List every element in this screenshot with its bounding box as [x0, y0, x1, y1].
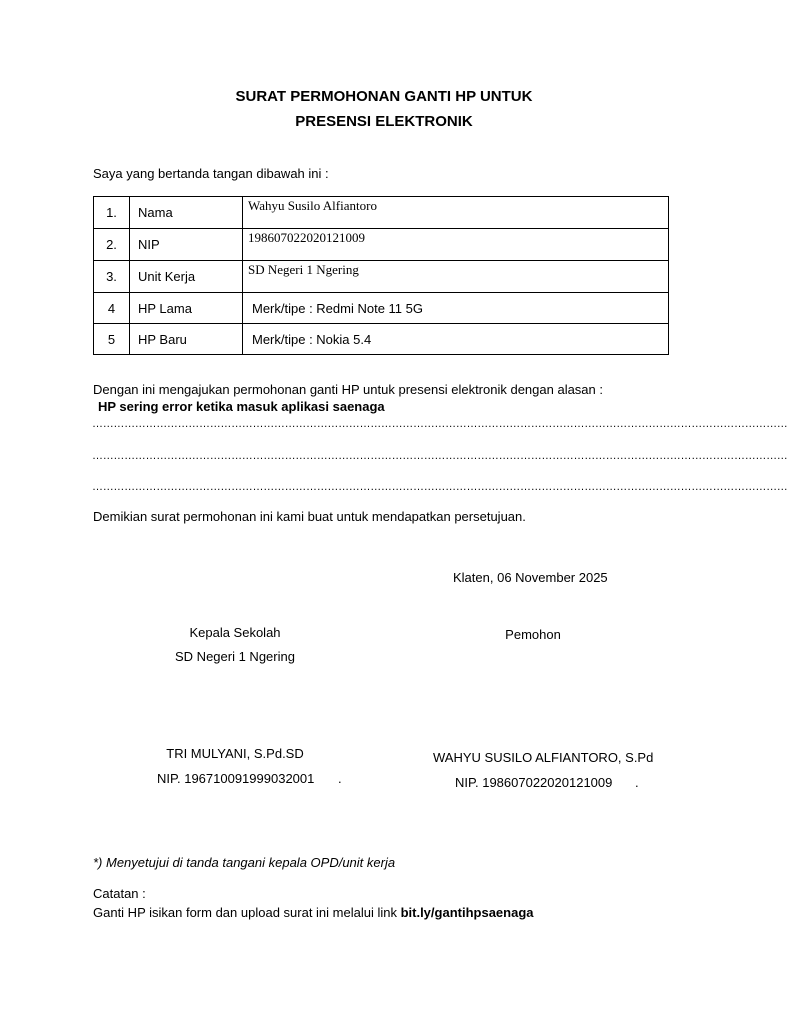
signatory-right-name: WAHYU SUSILO ALFIANTORO, S.Pd — [433, 750, 654, 765]
dotted-line: …………………………………………………………………………………………………………………………………………………………………………… — [92, 418, 788, 430]
approval-footnote: *) Menyetujui di tanda tangani kepala OPD/unit kerja — [93, 855, 396, 870]
row-number: 5 — [94, 324, 130, 355]
row-number: 4 — [94, 293, 130, 324]
table-row — [94, 197, 669, 229]
table-row — [94, 261, 669, 293]
signatory-right-nip-trail: . — [635, 775, 639, 790]
table-row — [94, 293, 669, 324]
row-label: NIP — [130, 229, 243, 261]
signatory-right-nip: NIP. 198607022020121009 — [455, 775, 613, 790]
signatory-left-nip: NIP. 196710091999032001 — [157, 771, 315, 786]
document-title-line2: PRESENSI ELEKTRONIK — [295, 113, 473, 130]
row-label: HP Baru — [130, 324, 243, 355]
closing-text: Demikian surat permohonan ini kami buat untuk mendapatkan persetujuan. — [93, 509, 526, 524]
table-row — [94, 229, 669, 261]
identity-table — [93, 196, 669, 355]
row-label: Unit Kerja — [130, 261, 243, 293]
row-number: 3. — [94, 261, 130, 293]
dotted-line: …………………………………………………………………………………………………………………………………………………………………………… — [92, 481, 788, 493]
row-value: Merk/tipe : Nokia 5.4 — [243, 324, 669, 355]
signatory-left-name: TRI MULYANI, S.Pd.SD — [166, 746, 304, 761]
signatory-left-nip-trail: . — [338, 771, 342, 786]
signatory-left-org: SD Negeri 1 Ngering — [175, 649, 295, 664]
notes-text: Ganti HP isikan form dan upload surat ini melalui link — [93, 905, 401, 920]
notes-line — [93, 905, 534, 920]
row-value: Wahyu Susilo Alfiantoro — [243, 197, 669, 229]
reason-text: HP sering error ketika masuk aplikasi saenaga — [98, 399, 385, 414]
signatory-right-role: Pemohon — [505, 627, 561, 642]
row-value: Merk/tipe : Redmi Note 11 5G — [243, 293, 669, 324]
row-label: Nama — [130, 197, 243, 229]
dotted-line: …………………………………………………………………………………………………………………………………………………………………………… — [92, 450, 788, 462]
row-number: 2. — [94, 229, 130, 261]
table-row — [94, 324, 669, 355]
letter-date: Klaten, 06 November 2025 — [453, 570, 608, 585]
intro-text: Saya yang bertanda tangan dibawah ini : — [93, 166, 329, 181]
row-value: 198607022020121009 — [243, 229, 669, 261]
reason-intro: Dengan ini mengajukan permohonan ganti HP untuk presensi elektronik dengan alasan : — [93, 382, 603, 397]
row-value: SD Negeri 1 Ngering — [243, 261, 669, 293]
form-link[interactable]: bit.ly/gantihpsaenaga — [400, 905, 534, 920]
signatory-left-role: Kepala Sekolah — [189, 625, 281, 640]
document-title-line1: SURAT PERMOHONAN GANTI HP UNTUK — [235, 88, 533, 105]
row-label: HP Lama — [130, 293, 243, 324]
notes-label: Catatan : — [93, 886, 146, 901]
row-number: 1. — [94, 197, 130, 229]
